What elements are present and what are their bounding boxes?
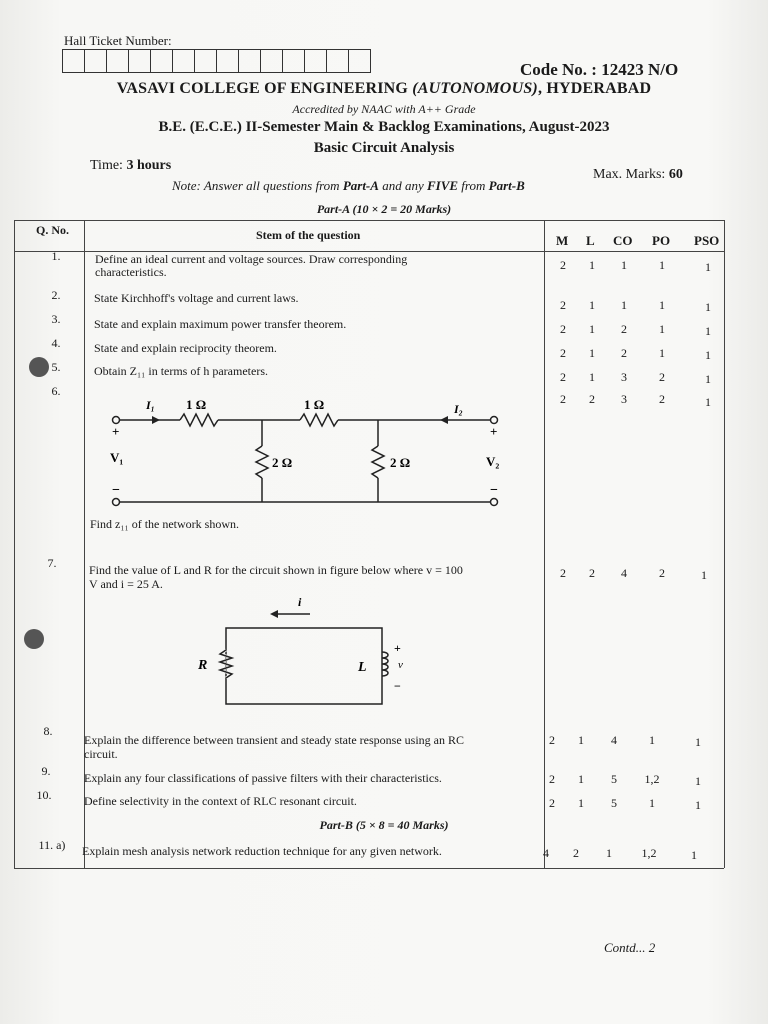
question-text: Find the value of L and R for the circuit shown in figure below where v = 100: [89, 563, 463, 577]
accreditation: Accredited by NAAC with A++ Grade: [292, 102, 476, 116]
instructions-note: Note: Answer all questions from Part-A and any FIVE from Part-B: [172, 178, 525, 193]
rl-circuit-diagram: [190, 592, 420, 712]
level-cell: 1: [578, 733, 584, 747]
question-number: 5.: [51, 360, 61, 374]
table-rule: [14, 220, 724, 221]
table-rule: [544, 220, 545, 868]
level-cell: 1: [589, 322, 595, 336]
college-name: VASAVI COLLEGE OF ENGINEERING (AUTONOMOUS), HYDERABAD: [116, 80, 652, 97]
r2-label: 1 Ω: [304, 397, 325, 412]
level-cell: 1: [589, 346, 595, 360]
co-cell: 5: [611, 796, 617, 810]
question-text: Define an ideal current and voltage sources. Draw corresponding: [95, 252, 408, 266]
question-number: 8.: [43, 724, 53, 738]
header-stem: Stem of the question: [256, 228, 361, 242]
level-cell: 1: [578, 772, 584, 786]
ticket-digit-box: [194, 49, 217, 73]
co-cell: 4: [611, 733, 617, 747]
question-text: Explain the difference between transient and steady state response using an RC: [84, 733, 464, 747]
co-cell: 3: [621, 370, 627, 384]
pso-cell: 1: [691, 848, 697, 862]
question-text: State and explain maximum power transfer theorem.: [94, 317, 347, 331]
question-number: 4.: [51, 336, 61, 350]
r4-label: 2 Ω: [390, 455, 411, 470]
question-number: 11. a): [38, 838, 66, 852]
marks-cell: 2: [560, 258, 566, 272]
plus-sign: +: [490, 424, 498, 439]
current-arrow-icon: [440, 416, 448, 424]
v-label: v: [398, 659, 403, 671]
po-cell: 1: [649, 733, 655, 747]
marks-cell: 2: [560, 370, 566, 384]
ticket-digit-box: [216, 49, 239, 73]
question-text: State Kirchhoff's voltage and current laws.: [94, 291, 299, 305]
po-cell: 1: [659, 346, 665, 360]
table-rule: [14, 220, 15, 868]
pso-cell: 1: [705, 348, 711, 362]
question-text: Obtain Z₁₁ in terms of h parameters.: [94, 364, 268, 378]
minus-sign: −: [112, 483, 120, 498]
current-arrow-icon: [270, 610, 278, 618]
ticket-digit-box: [84, 49, 107, 73]
i-label: i: [298, 595, 302, 609]
level-cell: 2: [589, 566, 595, 580]
marks-cell: 2: [549, 733, 555, 747]
marks-cell: 2: [560, 392, 566, 406]
marks-cell: 2: [560, 346, 566, 360]
ticket-digit-box: [304, 49, 327, 73]
co-cell: 2: [621, 346, 627, 360]
header-l: L: [586, 233, 595, 248]
time-allowed: Time: 3 hours: [90, 158, 172, 173]
po-cell: 1: [659, 322, 665, 336]
pso-cell: 1: [705, 260, 711, 274]
question-number: 10.: [36, 788, 52, 802]
po-cell: 2: [659, 566, 665, 580]
question-number: 1.: [51, 249, 61, 263]
pso-cell: 1: [695, 798, 701, 812]
r3-label: 2 Ω: [272, 455, 293, 470]
po-cell: 1,2: [644, 772, 660, 786]
ticket-digit-box: [62, 49, 85, 73]
pso-cell: 1: [695, 735, 701, 749]
two-port-circuit-diagram: [100, 388, 510, 513]
ticket-digit-box: [348, 49, 371, 73]
po-cell: 1,2: [641, 846, 657, 860]
level-cell: 1: [578, 796, 584, 810]
header-qno: Q. No.: [36, 223, 69, 237]
l-label: L: [358, 660, 367, 675]
r1-label: 1 Ω: [186, 397, 207, 412]
continued-note: Contd... 2: [604, 940, 656, 955]
header-m: M: [556, 233, 569, 248]
hall-ticket-boxes: [63, 49, 371, 73]
ticket-digit-box: [238, 49, 261, 73]
po-cell: 1: [659, 258, 665, 272]
co-cell: 1: [621, 298, 627, 312]
pso-cell: 1: [701, 568, 707, 582]
po-cell: 2: [659, 370, 665, 384]
question-text: circuit.: [84, 747, 118, 761]
question-number: 2.: [51, 288, 61, 302]
marks-cell: 2: [560, 566, 566, 580]
pso-cell: 1: [705, 372, 711, 386]
plus-sign: +: [394, 641, 401, 655]
po-cell: 2: [659, 392, 665, 406]
table-rule: [724, 220, 725, 868]
question-text: Find z₁₁ of the network shown.: [90, 517, 240, 531]
co-cell: 4: [621, 566, 627, 580]
level-cell: 2: [573, 846, 579, 860]
header-po: PO: [652, 233, 671, 248]
exam-title: B.E. (E.C.E.) II-Semester Main & Backlog Examinations, August-2023: [158, 119, 610, 135]
ticket-digit-box: [282, 49, 305, 73]
question-text: V and i = 25 A.: [89, 577, 163, 591]
question-text: Define selectivity in the context of RLC resonant circuit.: [84, 794, 357, 808]
co-cell: 1: [606, 846, 612, 860]
ticket-digit-box: [128, 49, 151, 73]
hall-ticket-label: Hall Ticket Number:: [64, 33, 172, 48]
level-cell: 1: [589, 370, 595, 384]
ticket-digit-box: [150, 49, 173, 73]
minus-sign: −: [490, 483, 498, 498]
max-marks: Max. Marks: 60: [593, 167, 683, 182]
level-cell: 1: [589, 298, 595, 312]
part-b-title: Part-B (5 × 8 = 40 Marks): [319, 818, 449, 832]
pso-cell: 1: [705, 324, 711, 338]
plus-sign: +: [112, 424, 120, 439]
question-text: Explain any four classifications of passive filters with their characteristics.: [84, 771, 442, 785]
ticket-digit-box: [172, 49, 195, 73]
marks-cell: 2: [560, 322, 566, 336]
po-cell: 1: [649, 796, 655, 810]
ticket-digit-box: [326, 49, 349, 73]
question-number: 6.: [51, 384, 61, 398]
co-cell: 1: [621, 258, 627, 272]
i2-label: I₂: [454, 402, 463, 416]
pso-cell: 1: [705, 300, 711, 314]
marks-cell: 2: [549, 772, 555, 786]
subject-title: Basic Circuit Analysis: [313, 140, 455, 156]
question-text: Explain mesh analysis network reduction technique for any given network.: [82, 844, 442, 858]
current-arrow-icon: [152, 416, 160, 424]
co-cell: 5: [611, 772, 617, 786]
v2-label: V₂: [486, 454, 500, 469]
ticket-digit-box: [106, 49, 129, 73]
v1-label: V₁: [110, 450, 124, 465]
marks-cell: 2: [549, 796, 555, 810]
pso-cell: 1: [705, 395, 711, 409]
question-number: 9.: [41, 764, 51, 778]
ticket-digit-box: [260, 49, 283, 73]
code-number: Code No. : 12423 N/O: [520, 60, 679, 79]
question-text: characteristics.: [95, 265, 167, 279]
level-cell: 2: [589, 392, 595, 406]
co-cell: 2: [621, 322, 627, 336]
table-rule: [14, 868, 724, 869]
question-number: 3.: [51, 312, 61, 326]
i1-label: I₁: [146, 398, 155, 412]
marks-cell: 4: [543, 846, 549, 860]
level-cell: 1: [589, 258, 595, 272]
question-number: 7.: [47, 556, 57, 570]
pso-cell: 1: [695, 774, 701, 788]
marks-cell: 2: [560, 298, 566, 312]
po-cell: 1: [659, 298, 665, 312]
part-a-title: Part-A (10 × 2 = 20 Marks): [316, 202, 452, 216]
punch-hole: [29, 357, 49, 377]
co-cell: 3: [621, 392, 627, 406]
question-text: State and explain reciprocity theorem.: [94, 341, 277, 355]
header-co: CO: [613, 233, 633, 248]
minus-sign: −: [394, 679, 401, 693]
punch-hole: [24, 629, 44, 649]
r-label: R: [198, 658, 208, 673]
header-pso: PSO: [694, 233, 720, 248]
